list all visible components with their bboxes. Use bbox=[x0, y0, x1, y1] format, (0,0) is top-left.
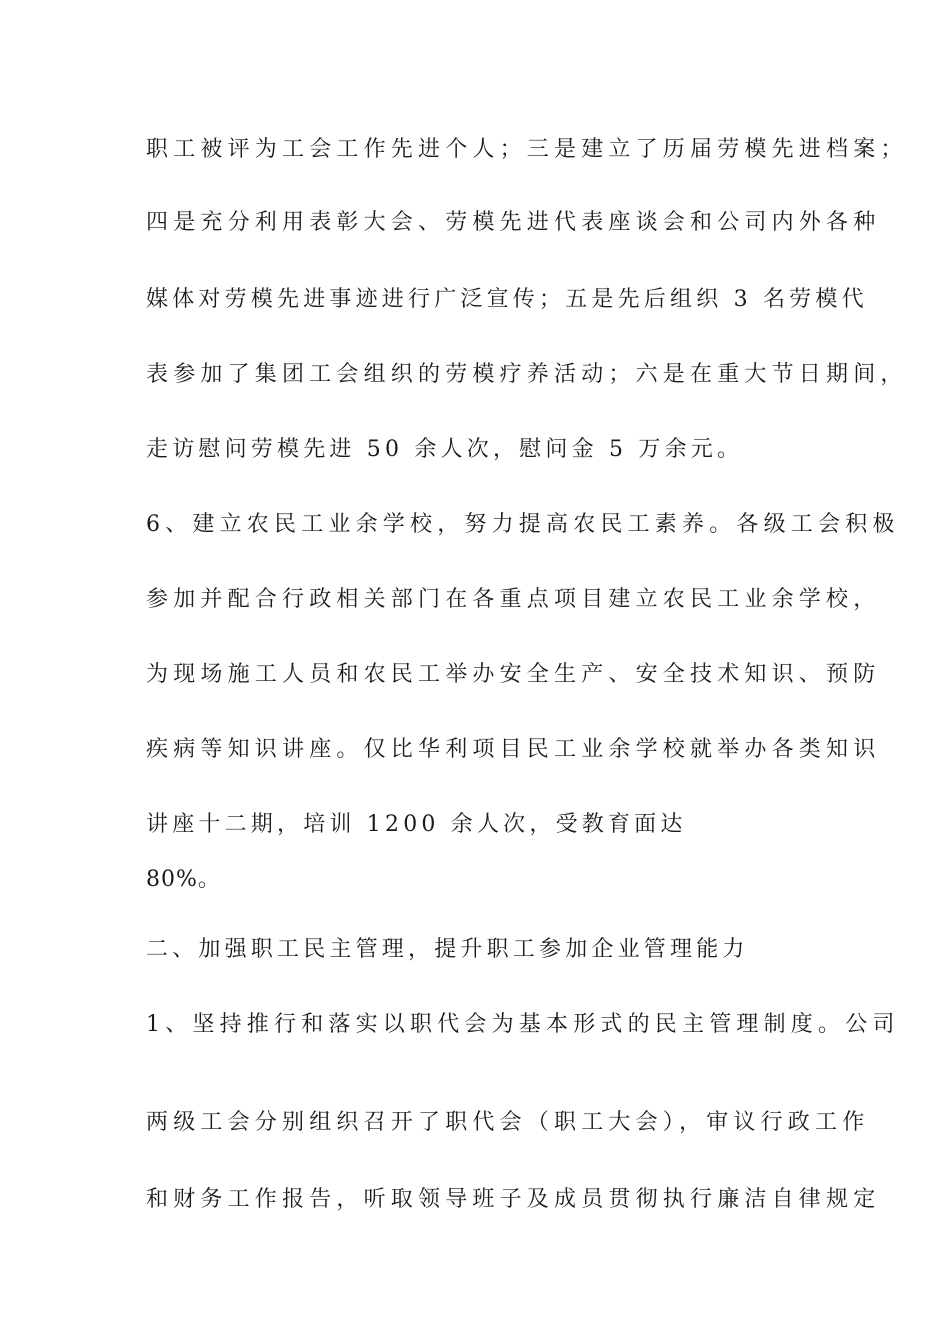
text-line: 表参加了集团工会组织的劳模疗养活动；六是在重大节日期间， bbox=[146, 362, 908, 387]
text-line: 80%。 bbox=[146, 867, 221, 892]
text-line: 职工被评为工会工作先进个人；三是建立了历届劳模先进档案； bbox=[146, 137, 908, 162]
text-line: 为现场施工人员和农民工举办安全生产、安全技术知识、预防 bbox=[146, 662, 881, 687]
text-line: 走访慰问劳模先进 50 余人次，慰问金 5 万余元。 bbox=[146, 437, 744, 462]
text-line: 和财务工作报告，听取领导班子及成员贯彻执行廉洁自律规定 bbox=[146, 1187, 881, 1212]
text-line: 媒体对劳模先进事迹进行广泛宣传；五是先后组织 3 名劳模代 bbox=[146, 287, 868, 312]
text-line: 参加并配合行政相关部门在各重点项目建立农民工业余学校， bbox=[146, 587, 881, 612]
text-line: 四是充分利用表彰大会、劳模先进代表座谈会和公司内外各种 bbox=[146, 210, 881, 235]
text-line: 讲座十二期，培训 1200 余人次，受教育面达 bbox=[146, 812, 687, 837]
text-line: 疾病等知识讲座。仅比华利项目民工业余学校就举办各类知识 bbox=[146, 737, 881, 762]
section-heading: 二、加强职工民主管理，提升职工参加企业管理能力 bbox=[146, 937, 749, 962]
text-line: 两级工会分别组织召开了职代会（职工大会），审议行政工作 bbox=[146, 1110, 870, 1135]
text-line: 1、坚持推行和落实以职代会为基本形式的民主管理制度。公司 bbox=[146, 1012, 900, 1037]
text-line: 6、建立农民工业余学校，努力提高农民工素养。各级工会积极 bbox=[146, 512, 900, 537]
